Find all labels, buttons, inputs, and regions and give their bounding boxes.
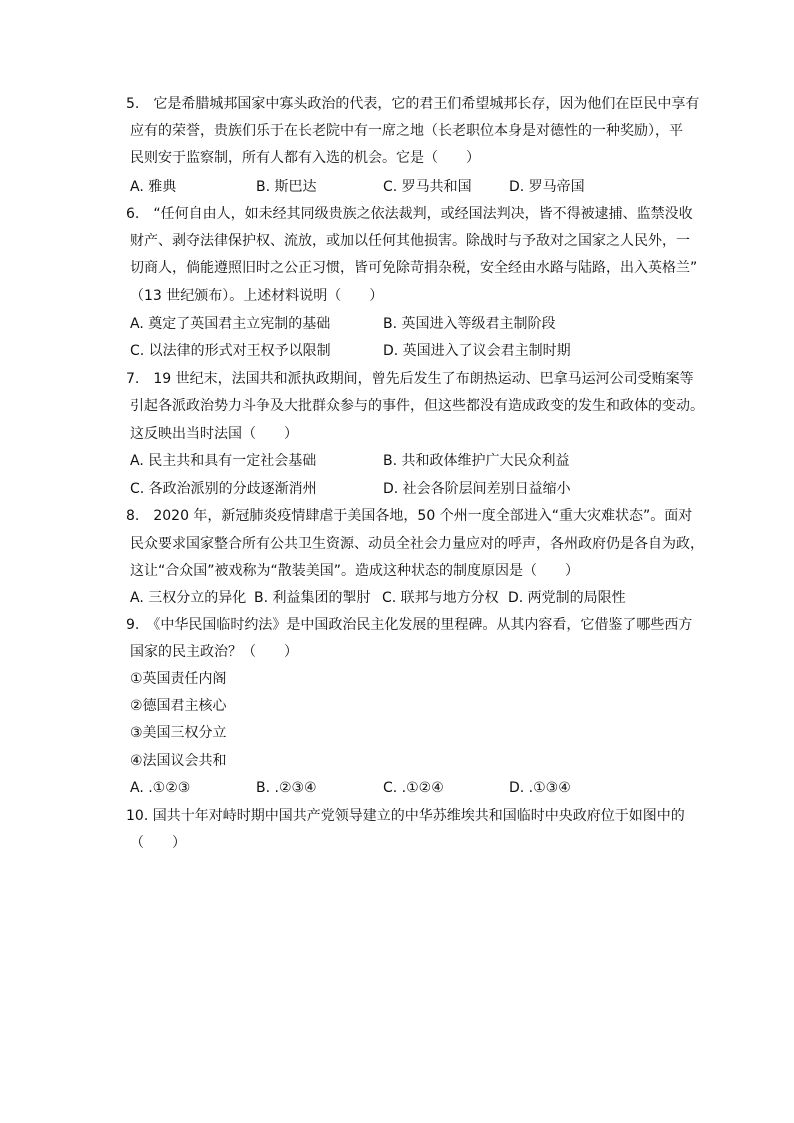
option-c[interactable]: C. 以法律的形式对王权予以限制 bbox=[130, 343, 331, 359]
option-d[interactable]: D. 英国进入了议会君主制时期 bbox=[383, 343, 571, 359]
option-b[interactable]: B. .②③④ bbox=[256, 780, 317, 796]
option-a[interactable]: A. 奠定了英国君主立宪制的基础 bbox=[130, 316, 331, 332]
option-d[interactable]: D. .①③④ bbox=[509, 780, 571, 796]
statement-1: ①英国责任内阁 bbox=[130, 671, 227, 687]
option-c[interactable]: C. 各政治派别的分歧逐渐消州 bbox=[130, 481, 317, 497]
option-a[interactable]: A. 三权分立的异化 bbox=[130, 590, 247, 606]
question-text-line: 民众要求国家整合所有公共卫生资源、动员全社会力量应对的呼声，各州政府仍是各自为政， bbox=[130, 536, 704, 552]
option-b[interactable]: B. 利益集团的掣肘 bbox=[254, 590, 371, 606]
option-b[interactable]: B. 共和政体维护广大民众利益 bbox=[383, 453, 570, 469]
option-a[interactable]: A. 雅典 bbox=[130, 179, 177, 195]
question-text-line: 10. 国共十年对峙时期中国共产党领导建立的中华苏维埃共和国临时中央政府位于如图中的 bbox=[126, 808, 685, 824]
statement-2: ②德国君主核心 bbox=[130, 698, 227, 714]
option-d[interactable]: D. 罗马帝国 bbox=[509, 179, 585, 195]
question-text-line: 国家的民主政治？（ ） bbox=[130, 644, 298, 660]
option-d[interactable]: D. 两党制的局限性 bbox=[508, 590, 626, 606]
option-d[interactable]: D. 社会各阶层间差别日益缩小 bbox=[383, 481, 571, 497]
question-text-line: 财产、剥夺法律保护权、流放，或加以任何其他损害。除战时与予敌对之国家之人民外，一 bbox=[130, 233, 690, 249]
option-c[interactable]: C. .①②④ bbox=[383, 780, 444, 796]
question-text-line: 8. 2020 年，新冠肺炎疫情肆虐于美国各地，50 个州一度全部进入“重大灾难状态”。面对 bbox=[126, 508, 693, 524]
question-text-line: （ ） bbox=[130, 835, 186, 851]
question-text-line: 民则安于监察制，所有人都有入选的机会。它是（ ） bbox=[130, 150, 480, 166]
option-b[interactable]: B. 斯巴达 bbox=[256, 179, 317, 195]
statement-4: ④法国议会共和 bbox=[130, 753, 227, 769]
question-text-line: 9. 《中华民国临时约法》是中国政治民主化发展的里程碑。从其内容看，它借鉴了哪些西方 bbox=[126, 617, 693, 633]
question-text-line: 5. 它是希腊城邦国家中寡头政治的代表，它的君王们希望城邦长存，因为他们在臣民中享有 bbox=[126, 96, 700, 112]
option-a[interactable]: A. .①②③ bbox=[130, 780, 191, 796]
option-c[interactable]: C. 罗马共和国 bbox=[383, 179, 472, 195]
question-text-line: 切商人，倘能遵照旧时之公正习惯，皆可免除苛捐杂税，安全经由水路与陆路，出入英格兰” bbox=[130, 260, 698, 276]
option-a[interactable]: A. 民主共和具有一定社会基础 bbox=[130, 453, 317, 469]
question-text-line: 引起各派政治势力斗争及大批群众参与的事件，但这些都没有造成政变的发生和政体的变动。 bbox=[130, 398, 704, 414]
question-text-line: 这让“合众国”被戏称为“散装美国”。造成这种状态的制度原因是（ ） bbox=[130, 563, 580, 579]
question-text-line: 应有的荣誉，贵族们乐于在长老院中有一席之地（长老职位本身是对德性的一种奖励），平 bbox=[130, 123, 683, 139]
option-b[interactable]: B. 英国进入等级君主制阶段 bbox=[383, 316, 556, 332]
question-text-line: （13 世纪颁布）。上述材料说明（ ） bbox=[130, 288, 384, 304]
question-text-line: 这反映出当时法国（ ） bbox=[130, 426, 298, 442]
question-text-line: 7. 19 世纪末，法国共和派执政期间，曾先后发生了布朗热运动、巴拿马运河公司受贿案等 bbox=[126, 371, 694, 387]
option-c[interactable]: C. 联邦与地方分权 bbox=[382, 590, 499, 606]
statement-3: ③美国三权分立 bbox=[130, 725, 227, 741]
question-text-line: 6. “任何自由人，如未经其同级贵族之依法裁判，或经国法判决，皆不得被逮捕、监禁没收 bbox=[126, 206, 693, 222]
